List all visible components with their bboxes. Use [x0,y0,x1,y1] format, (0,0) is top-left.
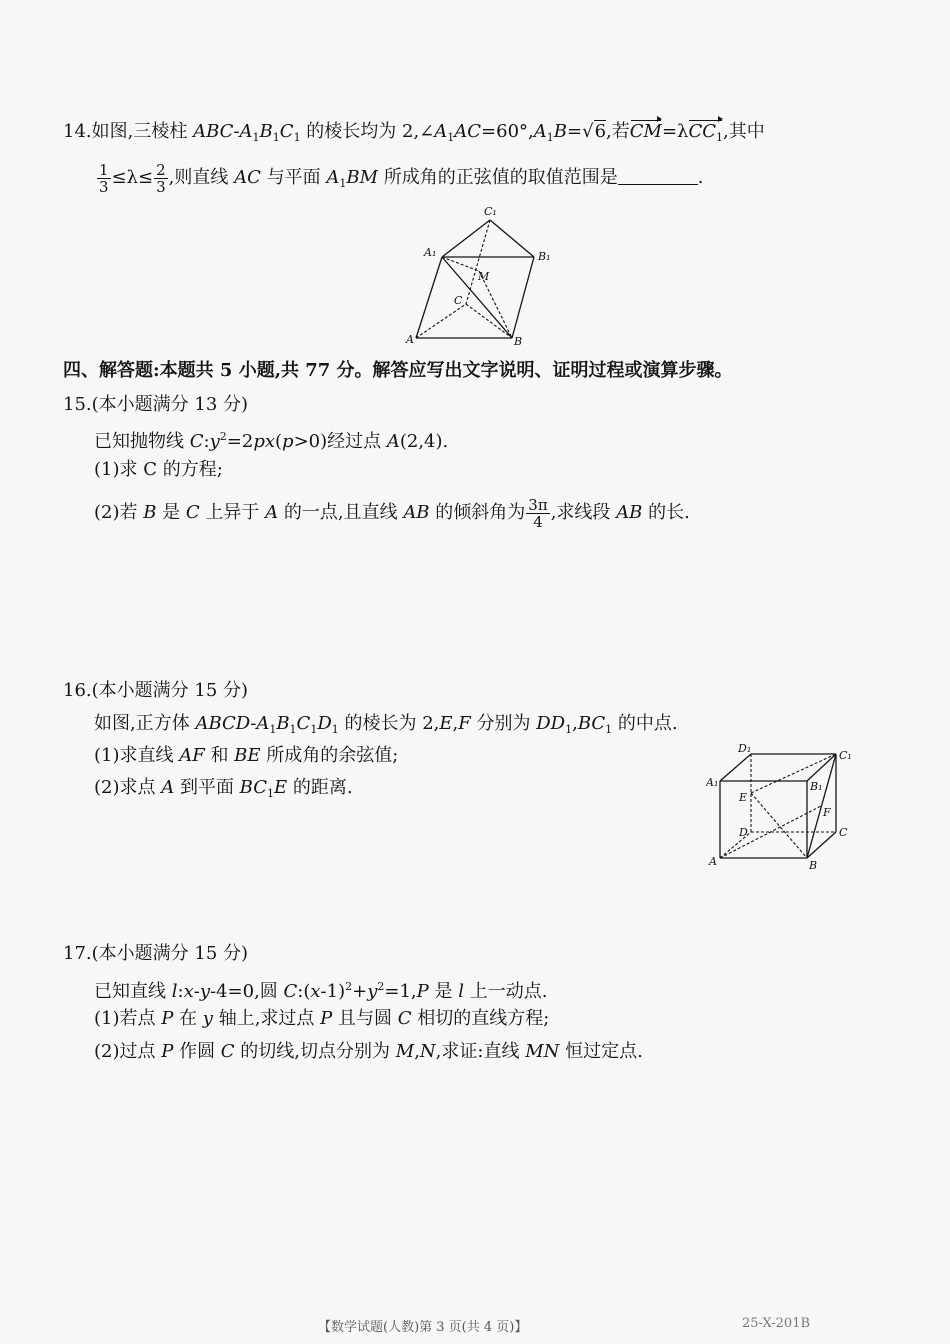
label-b1: B₁ [810,780,823,793]
edge-a1c1 [442,220,490,257]
edge-a1b [442,257,512,338]
label-e: E [739,791,748,804]
edge-ec1-dashed [751,754,836,793]
q14-line1: 14.如图,三棱柱 ABC-$A_1B_1C_1$ 的棱长均为 $2,\angle A_1AC=60^\circ,A_1B=√6$,若CM=λCC$_1$,其中 [63,119,765,151]
section-title: 四、解答题:本题共 5 小题,共 77 分。解答应写出文字说明、证明过程或演算步骤。 [63,360,733,381]
page-code: 25-X-201B [742,1316,811,1331]
label-f: F [823,806,831,819]
q16-part2: (2)求点 A 到平面 $BC_1E$ 的距离. [94,777,353,800]
label-b: B [809,859,818,872]
edge-cb-dashed [466,304,512,338]
q15-stem: 已知抛物线 $C:y^2=2px(p>0)$经过点 A(2,4). [94,430,449,452]
label-b: B [514,335,523,348]
q14-number: 14. [63,121,92,142]
label-c: C [454,294,463,307]
q14-text1: 如图,三棱柱 [91,121,188,142]
q14-prism-figure [400,200,550,350]
q17-part1: (1)若点 P 在 y 轴上,求过点 P 且与圆 C 相切的直线方程; [94,1008,550,1029]
q14-line2: $\frac{1}{3}$ ≤λ≤ $\frac{2}{3}$ ,则直线 AC 与平面 $A_1BM$ 所成角的正弦值的取值范围是 . [99,160,704,196]
q15-part1: (1)求 C 的方程; [94,459,223,480]
label-c1: C₁ [484,205,497,218]
edge-bc [807,832,836,858]
page-footer: 【数学试题(人教)第 3 页(共 4 页)】 [318,1320,528,1335]
label-m: M [478,270,490,283]
q17-part2: (2)过点 P 作圆 C 的切线,切点分别为 M,N,求证:直线 MN 恒过定点. [94,1041,643,1062]
label-d1: D₁ [738,742,752,755]
label-d: D [739,826,748,839]
label-a: A [709,855,717,868]
q15-part2: (2)若 B 是 C 上异于 A 的一点,且直线 AB 的倾斜角为 $\frac{3\pi}{4}$ ,求线段 AB 的长. [94,495,690,531]
edge-c1b1 [490,220,534,257]
q16-part1: (1)求直线 AF 和 BE 所成角的余弦值; [94,745,399,766]
label-c: C [839,826,848,839]
edge-af-dashed [720,806,821,858]
q16-stem: 如图,正方体 ABCD-$A_1B_1C_1D_1$ 的棱长为 2,E,F 分别为 $DD_1,BC_1$ 的中点. [94,713,678,736]
edge-c1c-dashed [466,220,490,304]
q17-stem: 已知直线 l:x-y-4=0,圆 $C:(x-1)^2+y^2=1,P$ 是 l 上一动点. [94,980,548,1002]
label-b1: B₁ [538,250,550,263]
edge-a1a [416,257,442,338]
edge-b1b [512,257,534,338]
answer-blank[interactable] [618,166,698,185]
label-c1: C₁ [839,749,852,762]
label-a1: A₁ [424,246,437,259]
edge-c1b [807,754,836,858]
edge-a1d1 [720,754,751,781]
q16-header: 16.(本小题满分 15 分) [63,680,249,701]
label-a1: A₁ [706,776,719,789]
label-a: A [406,333,414,346]
edge-ac-dashed [416,304,466,338]
q17-header: 17.(本小题满分 15 分) [63,943,249,964]
edge-eb-dashed [751,793,807,858]
q16-cube-figure [706,740,866,876]
q15-header: 15.(本小题满分 13 分) [63,394,249,415]
